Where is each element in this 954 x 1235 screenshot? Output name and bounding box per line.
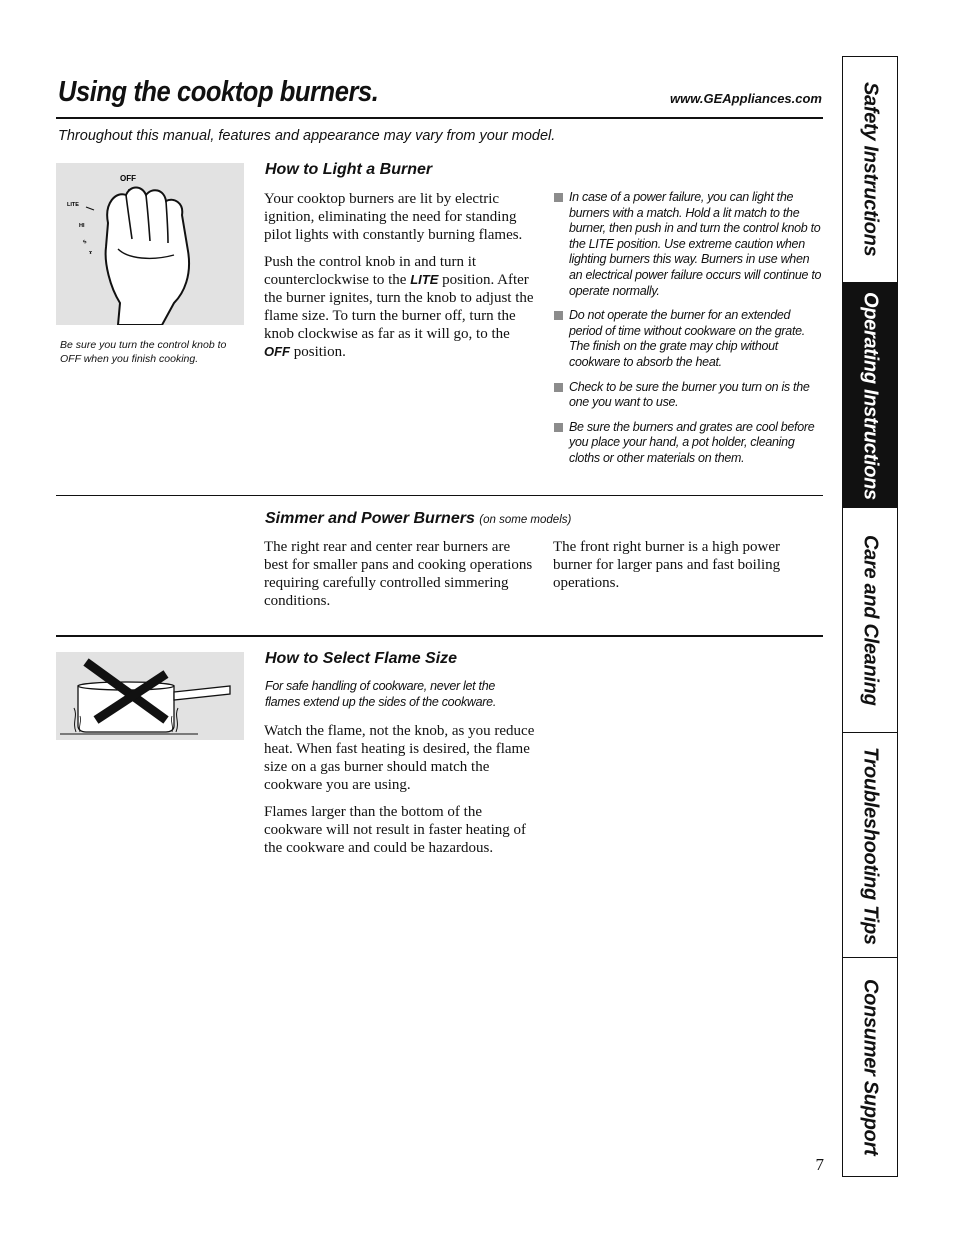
section-divider bbox=[56, 495, 823, 496]
tab-troubleshooting-tips[interactable]: Troubleshooting Tips bbox=[843, 732, 897, 958]
figure-caption: Be sure you turn the control knob to OFF when you finish cooking. bbox=[60, 339, 227, 365]
label-lo: ɤ bbox=[89, 250, 93, 256]
pan-with-oversized-flame-illustration bbox=[56, 652, 244, 740]
bullet-square-icon bbox=[554, 423, 563, 432]
page-title: Using the cooktop burners. bbox=[58, 76, 379, 108]
label-hi: HI bbox=[79, 223, 85, 229]
heading-light-burner: How to Light a Burner bbox=[265, 161, 433, 178]
page-number: 7 bbox=[815, 1155, 824, 1174]
bullet-square-icon bbox=[554, 193, 563, 202]
tab-safety-instructions[interactable]: Safety Instructions bbox=[859, 82, 882, 257]
tab-care-and-cleaning[interactable]: Care and Cleaning bbox=[843, 507, 897, 733]
label-lite: LITE bbox=[67, 202, 79, 208]
simmer-col-2: The front right burner is a high power burner for larger pans and fast boiling operations. bbox=[553, 539, 781, 591]
flame-warning: For safe handling of cookware, never let the flames extend up the sides of the cookware. bbox=[265, 679, 496, 709]
bullet-square-icon bbox=[554, 311, 563, 320]
tab-consumer-support[interactable]: Consumer Support bbox=[843, 957, 897, 1177]
light-burner-body bbox=[264, 190, 536, 370]
hand-turning-knob-illustration bbox=[56, 163, 244, 325]
header-rule bbox=[56, 117, 823, 119]
section-tabs-sidebar bbox=[842, 56, 898, 1177]
tab-operating-instructions[interactable]: Operating Instructions bbox=[843, 282, 897, 508]
heading-simmer-power: Simmer and Power Burners (on some models) bbox=[265, 510, 572, 527]
flame-size-figure bbox=[56, 652, 244, 740]
safety-bullet-list bbox=[553, 190, 825, 476]
control-knob-figure bbox=[56, 163, 244, 325]
bullet-item: In case of a power failure, you can light the burners with a match. Hold a lit match to the burner, then push in and turn the control knob to the LITE position. Use extreme caution when lighting burners this way. Burners in use when an electrical power failure occurs will continue to operate normally. bbox=[553, 190, 825, 299]
light-burner-para-1: Your cooktop burners are lit by electric ignition, eliminating the need for standing pilot lights with constantly burning flames. bbox=[264, 191, 523, 243]
simmer-col-1: The right rear and center rear burners are best for smaller pans and cooking operations requiring carefully controlled simmering conditions. bbox=[264, 539, 533, 609]
label-off: OFF bbox=[120, 174, 136, 183]
bullet-item: Be sure the burners and grates are cool before you place your hand, a pot holder, cleaning cloths or other materials on them. bbox=[553, 420, 825, 467]
page-subtitle: Throughout this manual, features and appearance may vary from your model. bbox=[58, 128, 556, 144]
section-divider bbox=[56, 635, 823, 637]
bullet-item: Do not operate the burner for an extended period of time without cookware on the grate. The finish on the grate may chip without cookware to absorb the heat. bbox=[553, 308, 825, 370]
bullet-item: Check to be sure the burner you turn on is the one you want to use. bbox=[553, 380, 825, 411]
label-5: 5 bbox=[82, 238, 89, 246]
off-keyword: OFF bbox=[264, 344, 290, 359]
flame-size-body bbox=[264, 722, 536, 866]
heading-note: (on some models) bbox=[479, 514, 572, 526]
website-url[interactable]: www.GEAppliances.com bbox=[670, 91, 822, 106]
heading-flame-size: How to Select Flame Size bbox=[265, 650, 458, 667]
flame-para-2: Flames larger than the bottom of the cookware will not result in faster heating of the cookware and could be hazardous. bbox=[264, 804, 527, 856]
flame-para-1: Watch the flame, not the knob, as you reduce heat. When fast heating is desired, the flame size on a gas burner should match the cookware you are using. bbox=[264, 723, 535, 793]
light-burner-para-2: Push the control knob in and turn it counterclockwise to the LITE position. After the burner ignites, turn the knob to adjust the flame size. To turn the burner off, turn the knob clockwise as far as it will go, to the OFF position. bbox=[264, 254, 534, 360]
lite-keyword: LITE bbox=[410, 272, 439, 287]
bullet-square-icon bbox=[554, 383, 563, 392]
